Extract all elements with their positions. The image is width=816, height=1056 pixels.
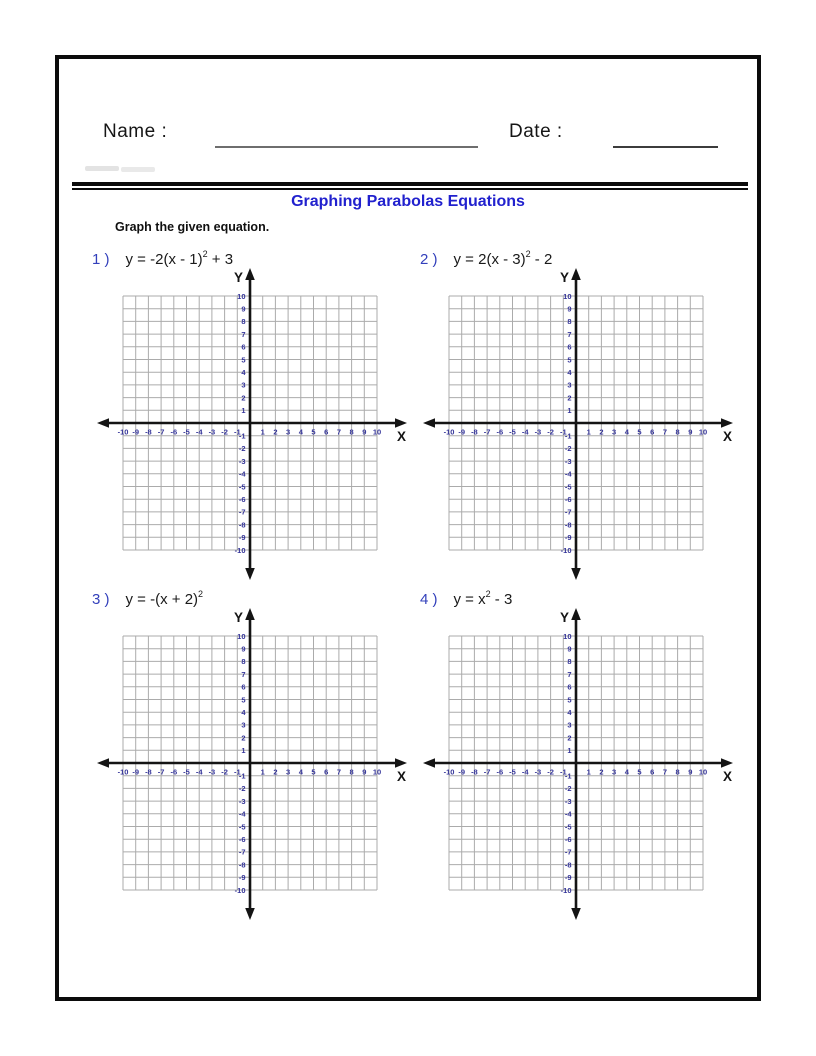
svg-text:Y: Y — [233, 610, 243, 625]
svg-text:8: 8 — [567, 657, 572, 667]
svg-text:5: 5 — [241, 695, 246, 705]
svg-text:-7: -7 — [157, 427, 165, 437]
svg-text:-1: -1 — [233, 427, 241, 437]
svg-text:-2: -2 — [564, 784, 572, 794]
svg-text:8: 8 — [675, 427, 680, 437]
svg-text:-1: -1 — [238, 771, 246, 781]
svg-text:Y: Y — [559, 610, 569, 625]
svg-text:10: 10 — [237, 631, 246, 641]
svg-text:-10: -10 — [117, 427, 129, 437]
svg-text:-9: -9 — [132, 427, 140, 437]
problem-2-equation: y = 2(x - 3)$^2$ - 2 — [453, 248, 553, 268]
svg-text:-10: -10 — [560, 885, 572, 895]
svg-text:6: 6 — [567, 342, 572, 352]
coordinate-grid-2 — [421, 266, 737, 582]
svg-text:2: 2 — [273, 767, 278, 777]
svg-text:7: 7 — [567, 329, 572, 339]
svg-text:-10: -10 — [443, 427, 455, 437]
svg-text:-7: -7 — [157, 767, 165, 777]
svg-text:9: 9 — [567, 304, 572, 314]
svg-text:7: 7 — [241, 329, 246, 339]
svg-text:X: X — [723, 429, 733, 444]
svg-text:4: 4 — [567, 368, 572, 377]
svg-text:-7: -7 — [483, 767, 491, 777]
svg-text:9: 9 — [241, 644, 246, 654]
svg-text:3: 3 — [286, 767, 291, 777]
svg-text:6: 6 — [650, 767, 655, 777]
svg-text:-8: -8 — [564, 520, 572, 530]
svg-text:-8: -8 — [471, 767, 478, 777]
svg-text:Y: Y — [559, 270, 569, 285]
problem-4-equation: $y = x^2 - 3$ — [453, 588, 513, 608]
svg-text:8: 8 — [241, 657, 246, 667]
worksheet-title: Graphing Parabolas Equations — [291, 193, 525, 210]
svg-text:5: 5 — [241, 355, 246, 365]
header-divider — [72, 182, 748, 190]
svg-text:-9: -9 — [564, 873, 572, 883]
svg-text:9: 9 — [688, 767, 693, 777]
svg-text:-5: -5 — [238, 822, 246, 832]
svg-text:4: 4 — [624, 427, 629, 437]
svg-text:-3: -3 — [564, 796, 572, 806]
svg-text:-6: -6 — [564, 495, 572, 504]
svg-text:-3: -3 — [238, 796, 246, 806]
svg-text:1: 1 — [586, 767, 591, 777]
svg-text:-3: -3 — [238, 456, 246, 466]
svg-text:-3: -3 — [564, 456, 572, 466]
svg-text:5: 5 — [567, 355, 572, 365]
svg-text:5: 5 — [311, 427, 316, 437]
svg-text:7: 7 — [336, 767, 341, 777]
svg-text:10: 10 — [698, 427, 708, 437]
svg-text:5: 5 — [567, 695, 572, 705]
svg-text:-2: -2 — [564, 444, 572, 454]
svg-text:4: 4 — [624, 767, 629, 777]
svg-text:8: 8 — [241, 317, 246, 327]
svg-text:5: 5 — [637, 427, 642, 437]
svg-text:-10: -10 — [117, 767, 129, 777]
svg-text:3: 3 — [612, 767, 617, 777]
svg-text:2: 2 — [567, 393, 572, 403]
svg-text:-4: -4 — [564, 809, 572, 819]
svg-text:-4: -4 — [195, 427, 203, 437]
svg-text:-4: -4 — [238, 469, 246, 479]
svg-text:-6: -6 — [496, 427, 504, 437]
svg-text:8: 8 — [349, 767, 354, 777]
svg-text:1: 1 — [241, 406, 246, 416]
svg-text:-9: -9 — [458, 767, 466, 777]
svg-text:-7: -7 — [238, 847, 246, 857]
svg-text:8: 8 — [567, 317, 572, 327]
svg-text:-5: -5 — [564, 822, 572, 832]
svg-text:-1: -1 — [238, 431, 246, 441]
svg-text:-5: -5 — [238, 482, 246, 492]
svg-text:7: 7 — [662, 427, 667, 437]
svg-text:-9: -9 — [238, 533, 246, 543]
svg-text:-5: -5 — [183, 427, 190, 437]
svg-text:-3: -3 — [208, 427, 216, 437]
svg-text:8: 8 — [349, 427, 354, 437]
svg-text:-7: -7 — [564, 847, 572, 857]
svg-text:-6: -6 — [496, 767, 504, 777]
svg-text:-8: -8 — [238, 860, 246, 870]
svg-text:-2: -2 — [547, 427, 554, 437]
coordinate-grid-1 — [95, 266, 411, 582]
svg-text:-7: -7 — [238, 507, 246, 517]
coordinate-grid-4 — [421, 606, 737, 922]
svg-text:7: 7 — [662, 767, 667, 777]
svg-text:-3: -3 — [534, 427, 542, 437]
svg-text:10: 10 — [237, 291, 246, 301]
svg-text:1: 1 — [260, 767, 265, 777]
svg-text:4: 4 — [298, 427, 303, 437]
svg-text:-9: -9 — [458, 427, 466, 437]
svg-text:-4: -4 — [521, 427, 529, 437]
svg-text:6: 6 — [241, 342, 246, 352]
svg-text:-5: -5 — [183, 767, 190, 777]
svg-text:-7: -7 — [483, 427, 491, 437]
svg-text:-8: -8 — [471, 427, 478, 437]
svg-text:-1: -1 — [564, 431, 572, 441]
svg-text:-9: -9 — [564, 533, 572, 543]
svg-text:6: 6 — [241, 682, 246, 692]
svg-text:7: 7 — [336, 427, 341, 437]
svg-text:-4: -4 — [195, 767, 203, 777]
svg-text:-2: -2 — [238, 784, 246, 794]
svg-text:-1: -1 — [559, 767, 567, 777]
svg-text:3: 3 — [286, 427, 291, 437]
svg-text:-2: -2 — [221, 427, 228, 437]
svg-text:X: X — [397, 429, 407, 444]
svg-text:-1: -1 — [233, 767, 241, 777]
svg-text:-2: -2 — [238, 444, 246, 454]
svg-text:3: 3 — [567, 720, 572, 730]
svg-text:9: 9 — [688, 427, 693, 437]
svg-text:2: 2 — [599, 767, 604, 777]
svg-text:4: 4 — [567, 708, 572, 717]
svg-text:-6: -6 — [238, 835, 246, 844]
svg-text:1: 1 — [260, 427, 265, 437]
name-label: Name : — [103, 121, 168, 142]
svg-text:5: 5 — [311, 767, 316, 777]
svg-text:-8: -8 — [145, 427, 152, 437]
svg-text:1: 1 — [241, 746, 246, 756]
svg-text:-5: -5 — [564, 482, 572, 492]
svg-text:6: 6 — [324, 767, 329, 777]
svg-text:10: 10 — [372, 427, 382, 437]
svg-text:9: 9 — [241, 304, 246, 314]
name-blank-line — [215, 146, 478, 148]
svg-text:Y: Y — [233, 270, 243, 285]
svg-text:1: 1 — [567, 406, 572, 416]
svg-text:2: 2 — [241, 733, 246, 743]
svg-text:10: 10 — [698, 767, 708, 777]
svg-text:10: 10 — [563, 631, 572, 641]
svg-text:7: 7 — [567, 669, 572, 679]
problem-1-equation: y = -2(x - 1)$^2$ + 3 — [125, 248, 234, 268]
svg-text:-4: -4 — [521, 767, 529, 777]
instruction-text: Graph the given equation. — [115, 220, 270, 234]
svg-text:4: 4 — [241, 708, 246, 717]
svg-text:2: 2 — [241, 393, 246, 403]
svg-text:-9: -9 — [238, 873, 246, 883]
svg-text:6: 6 — [324, 427, 329, 437]
svg-text:-6: -6 — [170, 427, 178, 437]
svg-text:-1: -1 — [564, 771, 572, 781]
coordinate-grid-3 — [95, 606, 411, 922]
svg-text:9: 9 — [362, 767, 367, 777]
svg-text:-2: -2 — [547, 767, 554, 777]
svg-text:-6: -6 — [238, 495, 246, 504]
svg-text:8: 8 — [675, 767, 680, 777]
svg-text:6: 6 — [567, 682, 572, 692]
svg-text:-8: -8 — [145, 767, 152, 777]
svg-text:-6: -6 — [564, 835, 572, 844]
svg-text:1: 1 — [567, 746, 572, 756]
svg-text:3: 3 — [241, 380, 246, 390]
svg-text:-2: -2 — [221, 767, 228, 777]
svg-text:-8: -8 — [564, 860, 572, 870]
svg-text:9: 9 — [567, 644, 572, 654]
svg-text:4: 4 — [241, 368, 246, 377]
svg-text:1: 1 — [586, 427, 591, 437]
svg-text:-3: -3 — [208, 767, 216, 777]
svg-text:5: 5 — [637, 767, 642, 777]
svg-text:-7: -7 — [564, 507, 572, 517]
problem-2-number: 2 ) — [420, 251, 438, 268]
problem-3-number: 3 ) — [92, 591, 110, 608]
svg-text:-10: -10 — [234, 545, 246, 555]
svg-text:-3: -3 — [534, 767, 542, 777]
svg-text:-10: -10 — [443, 767, 455, 777]
date-label: Date : — [509, 121, 563, 142]
svg-text:-1: -1 — [559, 427, 567, 437]
problem-3-equation: $y = -(x + 2)^2$ — [125, 588, 204, 608]
svg-text:2: 2 — [273, 427, 278, 437]
problem-4-number: 4 ) — [420, 591, 438, 608]
svg-text:-5: -5 — [509, 767, 516, 777]
svg-text:-8: -8 — [238, 520, 246, 530]
svg-text:6: 6 — [650, 427, 655, 437]
svg-text:-9: -9 — [132, 767, 140, 777]
svg-text:2: 2 — [567, 733, 572, 743]
svg-text:3: 3 — [241, 720, 246, 730]
svg-text:10: 10 — [563, 291, 572, 301]
svg-text:-4: -4 — [238, 809, 246, 819]
svg-text:-10: -10 — [234, 885, 246, 895]
svg-text:X: X — [723, 769, 733, 784]
svg-text:-10: -10 — [560, 545, 572, 555]
svg-text:3: 3 — [567, 380, 572, 390]
svg-text:7: 7 — [241, 669, 246, 679]
svg-text:X: X — [397, 769, 407, 784]
svg-text:-4: -4 — [564, 469, 572, 479]
svg-text:9: 9 — [362, 427, 367, 437]
svg-text:-6: -6 — [170, 767, 178, 777]
svg-text:3: 3 — [612, 427, 617, 437]
svg-text:4: 4 — [298, 767, 303, 777]
problem-1-number: 1 ) — [92, 251, 110, 268]
svg-text:10: 10 — [372, 767, 382, 777]
svg-text:2: 2 — [599, 427, 604, 437]
date-blank-line — [613, 146, 718, 148]
scan-artifact — [85, 166, 119, 171]
svg-text:-5: -5 — [509, 427, 516, 437]
